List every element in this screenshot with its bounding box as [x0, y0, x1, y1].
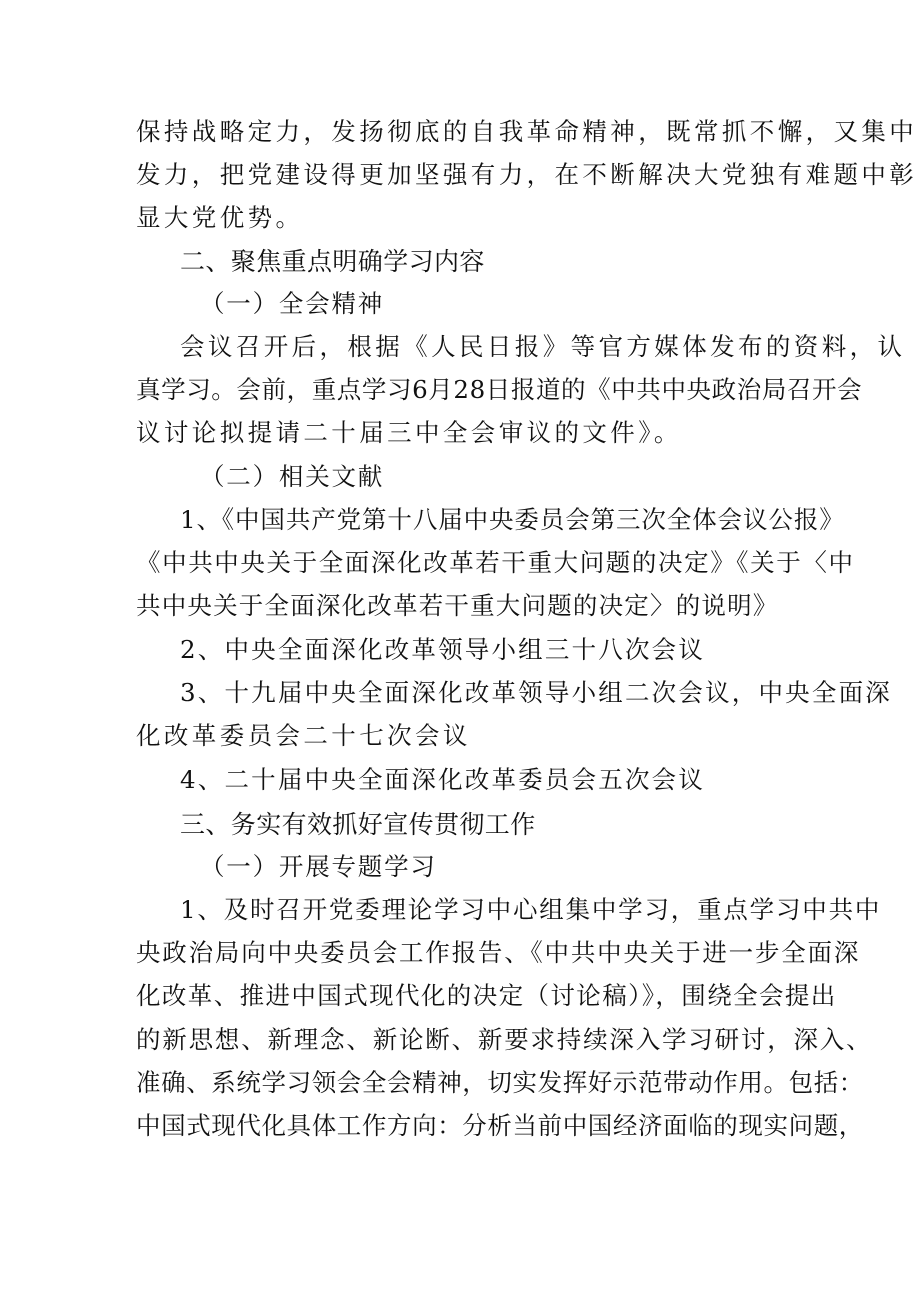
- paragraph-line: 共中央关于全面深化改革若干重大问题的决定〉的说明》: [136, 591, 779, 620]
- section-heading: 三、务实有效抓好宣传贯彻工作: [180, 810, 536, 839]
- paragraph-line: 1、《中国共产党第十八届中央委员会第三次全体会议公报》: [180, 505, 845, 534]
- paragraph-line: 化改革、推进中国式现代化的决定（讨论稿）》，围绕全会提出: [136, 981, 837, 1010]
- paragraph-line: 会议召开后，根据《人民日报》等官方媒体发布的资料，认: [180, 332, 906, 361]
- paragraph-line: 真学习。会前，重点学习6月28日报道的《中共中央政治局召开会: [136, 375, 863, 404]
- list-item: 4、二十届中央全面深化改革委员会五次会议: [180, 765, 706, 794]
- paragraph-line: 的新思想、新理念、新论断、新要求持续深入学习研讨，深入、: [136, 1025, 873, 1054]
- subsection-heading: （一）全会精神: [200, 289, 385, 318]
- paragraph-line: 中国式现代化具体工作方向：分析当前中国经济面临的现实问题，: [136, 1111, 864, 1140]
- subsection-heading: （二）相关文献: [200, 462, 385, 491]
- paragraph-line: 1、及时召开党委理论学习中心组集中学习，重点学习中共中: [180, 895, 882, 924]
- paragraph-line: 央政治局向中央委员会工作报告、《中共中央关于进一步全面深: [136, 938, 861, 967]
- paragraph-line: 准确、系统学习领会全会精神，切实发挥好示范带动作用。包括：: [136, 1068, 864, 1097]
- paragraph-line: 议讨论拟提请二十届三中全会审议的文件》。: [136, 418, 682, 447]
- list-item: 2、中央全面深化改革领导小组三十八次会议: [180, 635, 706, 664]
- paragraph-line: 化改革委员会二十七次会议: [136, 721, 471, 750]
- paragraph-line: 发力，把党建设得更加坚强有力，在不断解决大党独有难题中彰: [136, 160, 918, 189]
- section-heading: 二、聚焦重点明确学习内容: [180, 247, 485, 276]
- paragraph-line: 保持战略定力，发扬彻底的自我革命精神，既常抓不懈，又集中: [136, 117, 918, 146]
- paragraph-line: 《中共中央关于全面深化改革若干重大问题的决定》《关于〈中: [136, 548, 855, 577]
- subsection-heading: （一）开展专题学习: [200, 852, 437, 881]
- list-item: 3、十九届中央全面深化改革领导小组二次会议，中央全面深: [180, 678, 892, 707]
- paragraph-line: 显大党优势。: [136, 203, 304, 232]
